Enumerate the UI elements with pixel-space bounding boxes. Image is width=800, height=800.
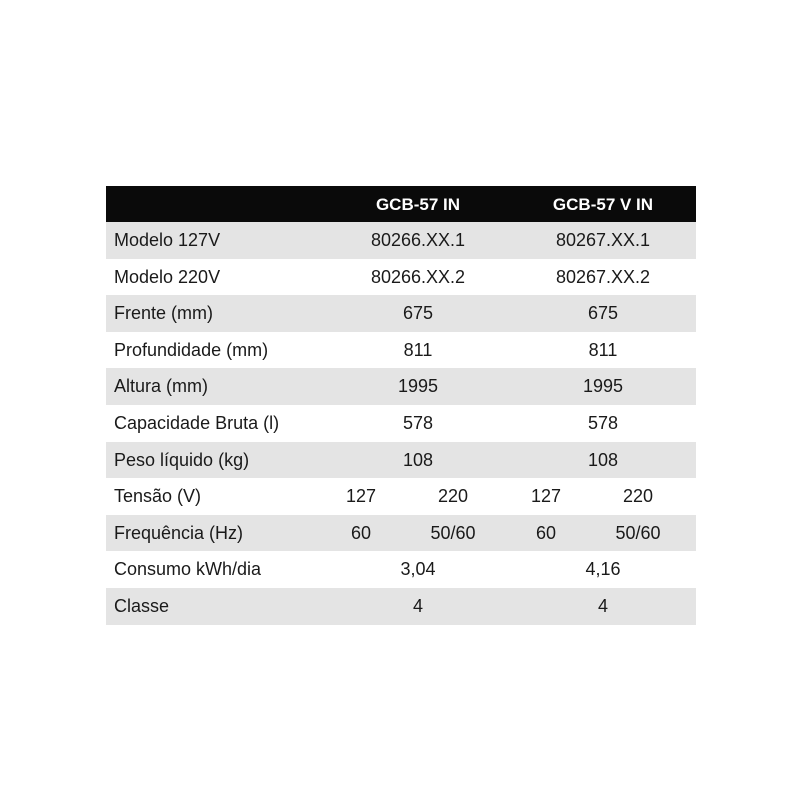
row-label: Frequência (Hz)	[114, 522, 244, 543]
header-model-gcb-57-in: GCB-57 IN	[375, 195, 461, 214]
row-value-col2-127v: 127	[530, 486, 562, 507]
table-row-modelo-220v	[106, 259, 696, 296]
row-label: Classe	[114, 595, 170, 616]
row-label: Capacidade Bruta (l)	[114, 412, 280, 433]
row-label: Peso líquido (kg)	[114, 449, 250, 470]
row-label: Profundidade (mm)	[114, 339, 269, 360]
row-value-col2: 4,16	[585, 559, 621, 580]
table-row-tensao	[106, 478, 696, 515]
row-value-col2: 108	[587, 449, 619, 470]
row-value-col1-220v: 220	[437, 486, 469, 507]
row-value-col2: 4	[597, 595, 608, 616]
row-value-col2-220v: 50/60	[615, 522, 661, 543]
table-row-modelo-127v	[106, 222, 696, 259]
table-row-classe	[106, 588, 696, 625]
header-model-gcb-57-v-in: GCB-57 V IN	[552, 195, 654, 214]
spec-table	[106, 186, 696, 625]
row-value-col2: 80267.XX.1	[555, 230, 651, 250]
row-value-col1: 675	[402, 303, 434, 324]
table-row-capacidade-bruta	[106, 405, 696, 442]
row-value-col2-127v: 60	[535, 522, 557, 543]
row-label: Consumo kWh/dia	[114, 559, 262, 580]
row-value-col2: 578	[587, 412, 619, 433]
table-row-peso-liquido	[106, 442, 696, 479]
row-label: Modelo 127V	[114, 230, 221, 250]
row-label: Altura (mm)	[114, 376, 208, 397]
row-value-col2: 1995	[582, 376, 624, 397]
row-value-col1: 811	[403, 339, 433, 360]
table-row-profundidade	[106, 332, 696, 369]
row-value-col2: 811	[588, 339, 618, 360]
row-value-col1-220v: 50/60	[430, 522, 476, 543]
row-value-col1-127v: 127	[345, 486, 377, 507]
row-value-col1: 80266.XX.1	[370, 230, 466, 250]
row-label: Tensão (V)	[114, 486, 202, 507]
row-value-col2-220v: 220	[622, 486, 654, 507]
table-row-frente	[106, 295, 696, 332]
row-value-col1: 80266.XX.2	[370, 266, 466, 287]
row-value-col1: 108	[402, 449, 434, 470]
table-row-consumo	[106, 551, 696, 588]
table-header-row	[106, 186, 696, 222]
table-row-altura	[106, 368, 696, 405]
row-value-col1-127v: 60	[350, 522, 372, 543]
row-value-col2: 80267.XX.2	[555, 266, 651, 287]
row-label: Frente (mm)	[114, 303, 213, 324]
row-value-col1: 578	[402, 412, 434, 433]
row-value-col1: 4	[412, 595, 423, 616]
row-value-col1: 3,04	[400, 559, 436, 580]
row-label: Modelo 220V	[114, 266, 221, 287]
row-value-col1: 1995	[397, 376, 439, 397]
row-value-col2: 675	[587, 303, 619, 324]
table-row-frequencia	[106, 515, 696, 552]
